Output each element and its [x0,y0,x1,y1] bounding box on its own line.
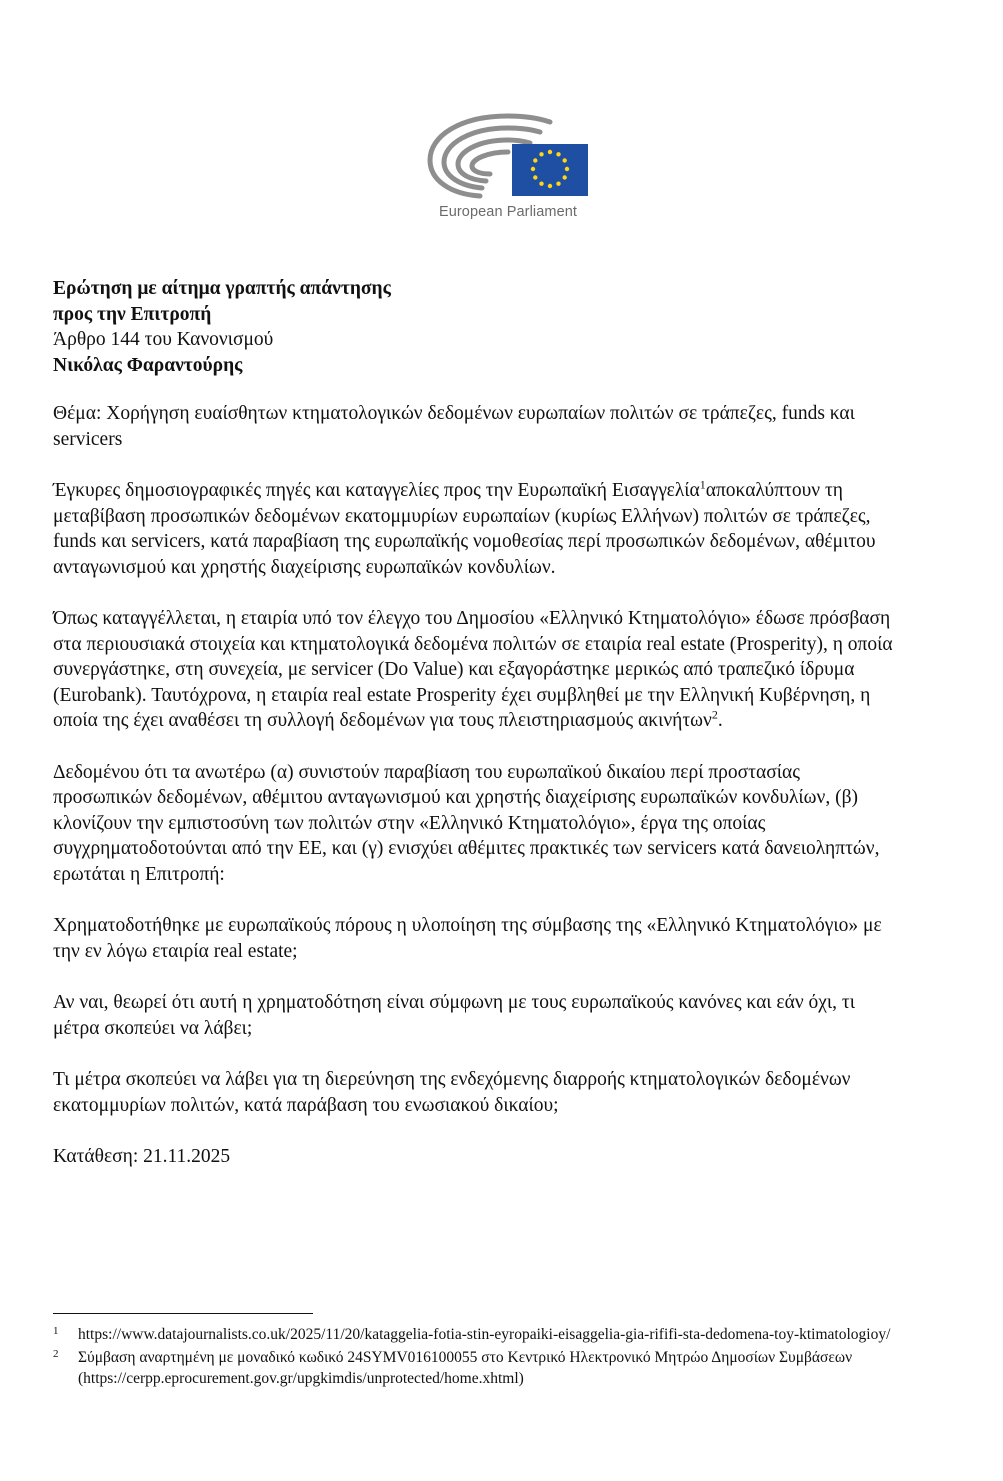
footnote-2 [53,1347,903,1389]
question-type-line-2: προς την Επιτροπή [53,303,212,325]
parliament-hemicycle-emblem [420,108,596,200]
paragraph-allegation-text-b: . [717,710,723,731]
paragraph-sources [53,478,903,580]
question-type-line-1: Ερώτηση με αίτημα γραπτής απάντησης [53,278,391,299]
question-1: Χρηματοδοτήθηκε με ευρωπαϊκούς πόρους η υλοποίηση της σύμβασης της «Ελληνικό Κτηματολόγιο» με την εν λόγω εταιρία real estate; [53,915,882,962]
european-parliament-logo [420,108,596,228]
footnote-text: Σύμβαση αναρτημένη με μοναδικό κωδικό 24SYMV016100055 στο Κεντρικό Ηλεκτρονικό Μητρώο Δημοσίων Συμβάσεων (https://cerpp.eprocurement.gov.gr/upgkimdis/unprotected/home.xhtml) [78,1349,853,1387]
footnote-ref-2: 2 [711,707,718,722]
paragraph-sources-text-b: αποκαλύπτουν τη μεταβίβαση προσωπικών δεδομένων εκατομμυρίων ευρωπαίων (κυρίως Ελλήνων) πολιτών σε τράπεζες, funds και servicers, κατά παραβίαση της ευρωπαϊκής νομοθεσίας περί προσωπικών δεδομένων, αθέμιτου ανταγωνισμού και χρηστής διαχείρισης ευρωπαϊκών κονδυλίων. [53,480,876,578]
author-name: Νικόλας Φαραντούρης [53,354,243,376]
question-header [53,276,903,378]
paragraph-allegation-text-a: Όπως καταγγέλλεται, η εταιρία υπό τον έλεγχο του Δημοσίου «Ελληνικό Κτηματολόγιο» έδωσε πρόσβαση στα περιουσιακά στοιχεία και κτηματολογικά δεδομένα πολιτών σε εταιρία real estate (Prosperity), η οποία συνεργάστηκε, στη συνεχεία, με servicer (Do Value) και εξαγοράστηκε μερικώς από τραπεζικό ίδρυμα (Eurobank). Ταυτόχρονα, η εταιρία real estate Prosperity έχει συμβληθεί με την Ελληνική Κυβέρνηση, η οποία της έχει αναθέσει τη συλλογή δεδομένων για τους πλειστηριασμούς ακινήτων [53,608,893,731]
footnote-number: 2 [53,1348,59,1360]
subject-line: Θέμα: Χορήγηση ευαίσθητων κτηματολογικών δεδομένων ευρωπαίων πολιτών σε τράπεζες, funds και servicers [53,403,855,450]
logo-label: European Parliament [438,204,578,220]
submission-date: Κατάθεση: 21.11.2025 [53,1146,231,1167]
footnote-number: 1 [53,1325,59,1337]
paragraph-allegation [53,606,903,734]
question-2: Αν ναι, θεωρεί ότι αυτή η χρηματοδότηση είναι σύμφωνη με τους ευρωπαϊκούς κανόνες και εάν όχι, τι μέτρα σκοπεύει να λάβει; [53,992,855,1039]
question-body [53,276,903,1196]
rule-reference: Άρθρο 144 του Κανονισμού [53,329,274,350]
footnote-ref-1: 1 [699,477,706,492]
footnote-link[interactable]: https://www.datajournalists.co.uk/2025/11/20/kataggelia-fotia-stin-eyropaiki-eisaggelia-gia-rififi-sta-dedomena-toy-ktimatologioy/ [78,1326,891,1343]
footnote-1 [53,1324,903,1345]
paragraph-sources-text-a: Έγκυρες δημοσιογραφικές πηγές και καταγγελίες προς την Ευρωπαϊκή Εισαγγελία [53,480,700,501]
footnote-separator [53,1313,313,1314]
question-3: Τι μέτρα σκοπεύει να λάβει για τη διερεύνηση της ενδεχόμενης διαρροής κτηματολογικών δεδομένων εκατομμυρίων πολιτών, κατά παράβαση του ενωσιακού δικαίου; [53,1069,851,1116]
paragraph-grounds: Δεδομένου ότι τα ανωτέρω (α) συνιστούν παραβίαση του ευρωπαϊκού δικαίου περί προστασίας προσωπικών δεδομένων, αθέμιτου ανταγωνισμού και χρηστής διαχείρισης ευρωπαϊκών κονδυλίων, (β) κλονίζουν την εμπιστοσύνη των πολιτών στην «Ελληνικό Κτηματολόγιο», έργα της οποίας συγχρηματοδοτούνται από την ΕΕ, και (γ) ενισχύει αθέμιτες πρακτικές των servicers κατά δανειοληπτών, ερωτάται η Επιτροπή: [53,761,880,885]
footnotes [53,1324,903,1391]
